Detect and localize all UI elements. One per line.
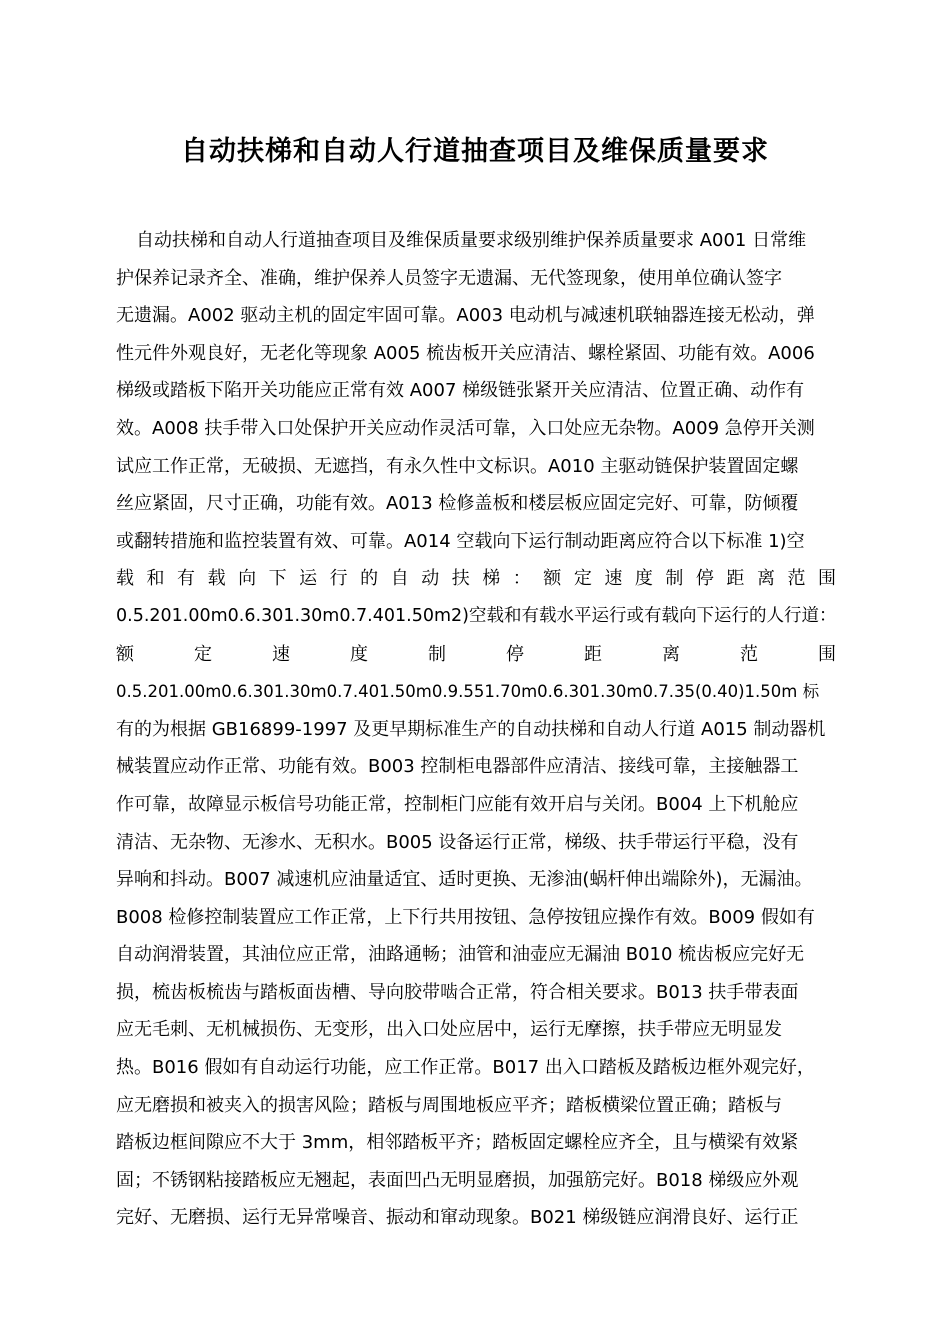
text-line: 梯级或踏板下陷开关功能应正常有效 A007 梯级链张紧开关应清洁、位置正确、动作有 [116, 380, 805, 402]
text-line: 效。A008 扶手带入口处保护开关应动作灵活可靠，入口处应无杂物。A009 急停开关测 [116, 417, 815, 439]
text-line: 热。B016 假如有自动运行功能，应工作正常。B017 出入口踏板及踏板边框外观完好， [116, 1057, 815, 1079]
text-line: 损，梳齿板梳齿与踏板面齿槽、导向胶带啮合正常，符合相关要求。B013 扶手带表面 [116, 981, 799, 1003]
text-line: 丝应紧固，尺寸正确，功能有效。A013 检修盖板和楼层板应固定完好、可靠，防倾覆 [116, 493, 799, 515]
text-line: 无遗漏。A002 驱动主机的固定牢固可靠。A003 电动机与减速机联轴器连接无松动，弹 [116, 305, 815, 327]
text-line: 或翻转措施和监控装置有效、可靠。A014 空载向下运行制动距离应符合以下标准 1)空 [116, 530, 805, 552]
text-line: 踏板边框间隙应不大于 3mm，相邻踏板平齐；踏板固定螺栓应齐全，且与横梁有效紧 [116, 1132, 799, 1154]
text-line: 应无毛刺、无机械损伤、无变形，出入口处应居中，运行无摩擦，扶手带应无明显发 [116, 1019, 782, 1041]
text-line: 自动扶梯和自动人行道抽查项目及维保质量要求级别维护保养质量要求 A001 日常维 [136, 230, 807, 251]
text-line: 械装置应动作正常、功能有效。B003 控制柜电器部件应清洁、接线可靠，主接触器工 [116, 756, 799, 778]
text-line: 试应工作正常，无破损、无遮挡，有永久性中文标识。A010 主驱动链保护装置固定螺 [116, 455, 799, 477]
text-line: B008 检修控制装置应工作正常，上下行共用按钮、急停按钮应操作有效。B009 假如有 [116, 906, 815, 928]
text-line: 自动润滑装置，其油位应正常，油路通畅；油管和油壶应无漏油 B010 梳齿板应完好无 [116, 944, 805, 966]
text-line: 护保养记录齐全、准确，维护保养人员签字无遗漏、无代签现象，使用单位确认签字 [116, 267, 782, 289]
text-line: 清洁、无杂物、无渗水、无积水。B005 设备运行正常，梯级、扶手带运行平稳，没有 [116, 831, 799, 853]
text-line: 有的为根据 GB16899-1997 及更早期标准生产的自动扶梯和自动人行道 A015 制动器机 [116, 718, 826, 740]
text-line: 作可靠，故障显示板信号功能正常，控制柜门应能有效开启与关闭。B004 上下机舱应 [116, 793, 799, 815]
text-line: 性元件外观良好，无老化等现象 A005 梳齿板开关应清洁、螺栓紧固、功能有效。A006 [116, 342, 815, 364]
text-line: 额定速度制停距离范围 [116, 643, 836, 665]
text-line: 异响和抖动。B007 减速机应油量适宜、适时更换、无渗油(蜗杆伸出端除外)，无漏油。 [116, 869, 813, 891]
text-line: 应无磨损和被夹入的损害风险；踏板与周围地板应平齐；踏板横梁位置正确；踏板与 [116, 1094, 782, 1116]
text-line: 0.5.201.00m0.6.301.30m0.7.401.50m2)空载和有载水平运行或有载向下运行的人行道： [116, 605, 836, 626]
text-line: 完好、无磨损、运行无异常噪音、振动和窜动现象。B021 梯级链应润滑良好、运行正 [116, 1207, 799, 1229]
document-body [116, 222, 836, 1237]
document-title: 自动扶梯和自动人行道抽查项目及维保质量要求 [181, 136, 769, 167]
text-line: 载和有载向下运行的自动扶梯：额定速度制停距离范围 [116, 568, 836, 590]
text-line: 固；不锈钢粘接踏板应无翘起，表面凹凸无明显磨损，加强筋完好。B018 梯级应外观 [116, 1169, 799, 1191]
text-line: 0.5.201.00m0.6.301.30m0.7.401.50m0.9.551.70m0.6.301.30m0.7.35(0.40)1.50m 标 [116, 682, 820, 702]
